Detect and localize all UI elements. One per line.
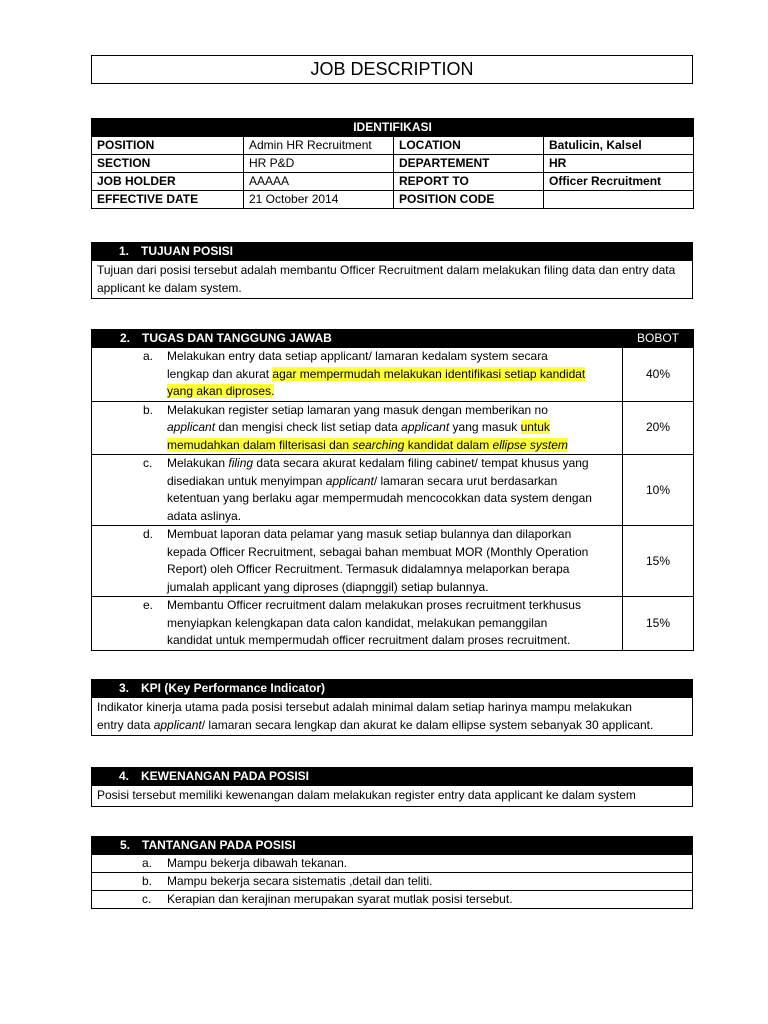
task-text	[167, 632, 617, 650]
task-description	[92, 401, 623, 455]
task-text-line: kandidat untuk mempermudah officer recruitment dalam proses recruitment.	[167, 633, 571, 647]
section-body: Tujuan dari posisi tersebut adalah membantu Officer Recruitment dalam melakukan filing data dan entry data applicant ke dalam system.	[91, 260, 693, 299]
field-value: Admin HR Recruitment	[244, 137, 394, 155]
task-text	[167, 383, 617, 401]
tantangan-section	[91, 836, 693, 909]
list-item-cell	[92, 855, 693, 873]
section-body: Posisi tersebut memiliki kewenangan dalam melakukan register entry data applicant ke dalam system	[91, 785, 693, 807]
bobot-value: 15%	[623, 526, 694, 597]
field-value: 21 October 2014	[244, 191, 394, 209]
highlighted-text: untuk	[520, 420, 550, 434]
table-row	[92, 597, 694, 651]
bobot-value: 10%	[623, 455, 694, 526]
section-heading	[92, 330, 623, 348]
italic-text: applicant	[167, 420, 216, 434]
identifikasi-header: IDENTIFIKASI	[92, 119, 694, 137]
task-text-line: adata aslinya.	[167, 508, 242, 523]
list-item	[92, 873, 693, 891]
task-text	[167, 544, 617, 562]
list-item	[92, 891, 693, 909]
section-title: KEWENANGAN PADA POSISI	[141, 769, 310, 783]
section-title: TUGAS DAN TANGGUNG JAWAB	[142, 331, 332, 345]
section-heading	[92, 837, 693, 855]
field-label: EFFECTIVE DATE	[92, 191, 244, 209]
table-row	[92, 191, 694, 209]
task-text	[167, 437, 617, 455]
field-label: LOCATION	[394, 137, 544, 155]
bobot-value: 20%	[623, 401, 694, 455]
field-label: POSITION CODE	[394, 191, 544, 209]
italic-text: filing	[228, 456, 254, 470]
highlighted-text: agar mempermudah melakukan identifikasi setiap kandidat	[272, 366, 586, 381]
list-label: c.	[142, 892, 152, 906]
field-label: DEPARTEMENT	[394, 155, 544, 173]
task-description	[92, 526, 623, 597]
body-text: entry data	[97, 717, 154, 732]
task-description	[92, 597, 623, 651]
field-label: JOB HOLDER	[92, 173, 244, 191]
task-text-line: jumalah applicant yang diproses (diapnggil) setiap bulannya.	[167, 579, 489, 594]
task-text-line: kepada Officer Recruitment, sebagai bahan membuat MOR (Monthly Operation	[167, 544, 589, 559]
identifikasi-header-row	[92, 119, 694, 137]
field-value: Officer Recruitment	[544, 173, 694, 191]
task-text-line: / lamaran secara urut berdasarkan	[373, 473, 558, 488]
section-number: 2.	[120, 331, 131, 345]
bobot-value: 15%	[623, 597, 694, 651]
task-text-line: Report) oleh Officer Recruitment. Termasuk didalamnya melaporkan berapa	[167, 562, 570, 576]
task-text	[167, 579, 617, 597]
list-text: Kerapian dan kerajinan merupakan syarat mutlak posisi tersebut.	[167, 892, 513, 906]
tugas-table	[91, 329, 694, 651]
list-item-cell	[92, 873, 693, 891]
tugas-header-row	[92, 330, 694, 348]
task-description	[92, 455, 623, 526]
highlighted-text: searching	[352, 437, 405, 452]
highlighted-text: ellipse system	[492, 437, 568, 452]
section-title: KPI (Key Performance Indicator)	[141, 681, 326, 695]
section-heading	[91, 679, 693, 697]
body-text: / lamaran secara lengkap dan akurat ke dalam ellipse system sebanyak 30 applicant.	[201, 717, 654, 732]
task-text-line: menyiapkan kelengkapan data calon kandidat, melakukan pemanggilan	[167, 615, 548, 630]
field-value	[544, 191, 694, 209]
bobot-header: BOBOT	[623, 330, 694, 348]
task-text	[167, 455, 617, 473]
tantangan-table	[91, 836, 693, 909]
task-description	[92, 348, 623, 402]
task-text-line: Melakukan	[167, 456, 229, 470]
list-label: b.	[142, 874, 153, 888]
body-text: Indikator kinerja utama pada posisi tersebut adalah minimal dalam setiap harinya mampu melakukan	[97, 700, 632, 714]
list-text: Mampu bekerja secara sistematis ,detail dan teliti.	[167, 874, 433, 888]
task-text-line: Membuat laporan data pelamar yang masuk setiap bulannya dan dilaporkan	[167, 527, 572, 541]
field-value: HR P&D	[244, 155, 394, 173]
body-line	[97, 717, 687, 735]
task-text	[167, 508, 617, 526]
field-label: REPORT TO	[394, 173, 544, 191]
task-text-line: ketentuan yang berlaku agar mempermudah mencocokkan data system dengan	[167, 491, 592, 505]
section-heading	[91, 242, 693, 260]
section-heading	[91, 767, 693, 785]
task-text	[167, 490, 617, 508]
section-number: 3.	[119, 681, 130, 695]
tugas-section	[91, 329, 693, 651]
italic-text: applicant	[325, 473, 374, 488]
identifikasi-table	[91, 118, 694, 209]
section-number: 4.	[119, 769, 130, 783]
table-row	[92, 455, 694, 526]
task-label: d.	[143, 527, 154, 541]
task-text-line: lengkap dan akurat	[167, 366, 273, 381]
task-text	[167, 348, 617, 366]
task-text	[167, 597, 617, 615]
field-value: HR	[544, 155, 694, 173]
italic-text: applicant	[153, 717, 202, 732]
table-row	[92, 155, 694, 173]
task-text	[167, 473, 617, 491]
task-text-line: yang masuk	[449, 420, 521, 434]
identifikasi-section	[91, 118, 693, 209]
task-label: c.	[143, 456, 153, 470]
field-label: SECTION	[92, 155, 244, 173]
kewenangan-section	[91, 767, 693, 807]
task-text-line: Membantu Officer recruitment dalam melakukan proses recruitment terkhusus	[167, 598, 581, 612]
section-title: TANTANGAN PADA POSISI	[142, 838, 296, 852]
tujuan-section	[91, 242, 693, 299]
body-line	[97, 699, 687, 717]
table-row	[92, 173, 694, 191]
task-text	[167, 561, 617, 579]
section-body	[91, 697, 693, 736]
task-text	[167, 526, 617, 544]
kpi-section	[91, 679, 693, 736]
section-title: TUJUAN POSISI	[141, 244, 234, 258]
task-label: b.	[143, 402, 154, 417]
task-text	[167, 366, 617, 384]
section-number: 1.	[119, 244, 130, 258]
table-row	[92, 526, 694, 597]
table-row	[92, 137, 694, 155]
task-label: a.	[143, 349, 154, 363]
highlighted-text: yang akan diproses.	[167, 384, 275, 398]
italic-text: applicant	[401, 420, 450, 434]
task-text-line: Melakukan register setiap lamaran yang masuk dengan memberikan no	[167, 402, 548, 417]
page-title: JOB DESCRIPTION	[91, 55, 693, 84]
list-item	[92, 855, 693, 873]
list-text: Mampu bekerja dibawah tekanan.	[167, 856, 348, 870]
bobot-value: 40%	[623, 348, 694, 402]
field-label: POSITION	[92, 137, 244, 155]
task-text	[167, 402, 617, 420]
task-text	[167, 419, 617, 437]
task-text	[167, 615, 617, 633]
highlighted-text: kandidat dalam	[404, 437, 493, 452]
task-text-line: dan mengisi check list setiap data	[215, 420, 402, 434]
section-number: 5.	[120, 838, 131, 852]
field-value: AAAAA	[244, 173, 394, 191]
highlighted-text: memudahkan dalam filterisasi dan	[167, 437, 353, 452]
tantangan-header-row	[92, 837, 693, 855]
field-value: Batulicin, Kalsel	[544, 137, 694, 155]
task-text-line: data secara akurat kedalam filing cabinet/ tempat khusus yang	[253, 456, 589, 470]
task-text-line: Melakukan entry data setiap applicant/ lamaran kedalam system secara	[167, 349, 548, 363]
list-item-cell	[92, 891, 693, 909]
table-row	[92, 348, 694, 402]
task-text-line: disediakan untuk menyimpan	[167, 473, 326, 488]
list-label: a.	[142, 856, 153, 870]
table-row	[92, 401, 694, 455]
task-label: e.	[143, 598, 154, 612]
